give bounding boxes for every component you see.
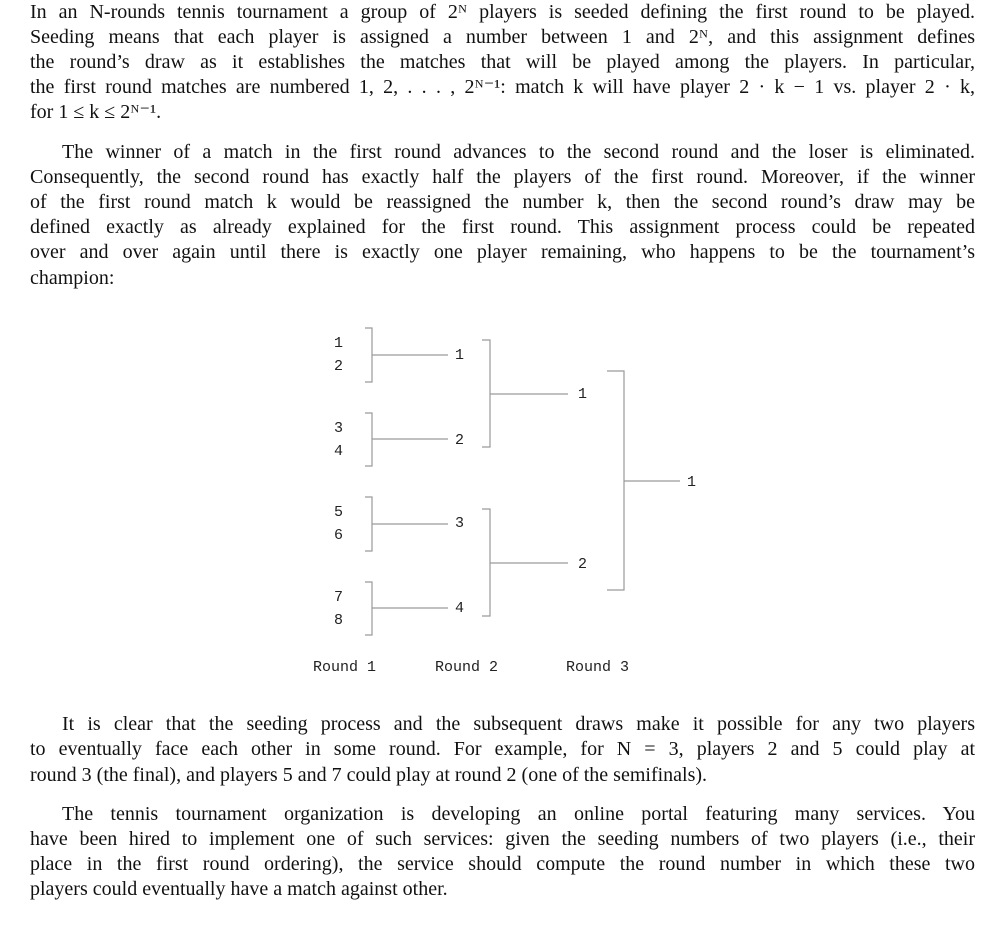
seed-label: 2 [455,432,465,449]
seed-label: 4 [455,600,465,617]
text-line: It is clear that the seeding process and the subsequent draws make it possible for any two players [62,713,975,735]
seed-label: 1 [578,386,588,403]
round2-brackets [482,340,568,616]
round-1-label: Round 1 [313,659,377,676]
text-line: champion: [30,267,115,289]
seed-label: 1 [334,335,344,352]
seed-label: 1 [455,347,465,364]
bracket-line [365,582,448,635]
seed-label: 4 [334,443,344,460]
text-line: of the first round match k would be reassigned the number k, then the second round’s draw may be [30,191,975,213]
text-line: to eventually face each other in some round. For example, for N = 3, players 2 and 5 could play at [30,738,975,760]
final-bracket-line [607,371,680,590]
text-line: defined exactly as already explained for the first round. This assignment process could be repeated [30,216,975,238]
round2-seeds [455,347,464,617]
text-line: round 3 (the final), and players 5 and 7 could play at round 2 (one of the semifinals). [30,764,708,786]
text-line: The winner of a match in the first round advances to the second round and the loser is eliminated. [62,141,975,163]
champion-label: 1 [687,474,697,491]
text-line: for 1 ≤ k ≤ 2ᴺ⁻¹. [30,101,162,123]
seed-label: 2 [334,358,344,375]
text-line: Seeding means that each player is assigned a number between 1 and 2ᴺ, and this assignment defines [30,26,975,48]
seed-label: 5 [334,504,344,521]
text-line: Consequently, the second round has exactly half the players of the first round. Moreover, if the winner [30,166,975,188]
text-line: place in the first round ordering), the service should compute the round number in which these two [30,853,975,875]
round-2-label: Round 2 [435,659,499,676]
text-line: The tennis tournament organization is developing an online portal featuring many services. You [62,803,975,825]
round1-seeds [334,335,343,629]
seed-label: 3 [455,515,465,532]
text-line: players could eventually have a match against other. [30,878,448,900]
bracket-line [482,509,568,616]
text-line: have been hired to implement one of such services: given the seeding numbers of two players (i.e., their [30,828,975,850]
seed-label: 7 [334,589,344,606]
text-line: over and over again until there is exactly one player remaining, who happens to be the tournament’s [30,241,975,263]
bracket-line [365,497,448,551]
round3-seeds [578,386,587,573]
round1-brackets [365,328,448,635]
text-line: the first round matches are numbered 1, 2, . . . , 2ᴺ⁻¹: match k will have player 2 · k − 1 vs. player 2 · k, [30,76,975,98]
text-line: In an N-rounds tennis tournament a group of 2ᴺ players is seeded defining the first round to be played. [30,1,975,23]
bracket-line [365,413,448,466]
text-line: the round’s draw as it establishes the matches that will be played among the players. In particular, [30,51,975,73]
bracket-line [365,328,448,382]
seed-label: 2 [578,556,588,573]
seed-label: 3 [334,420,344,437]
round-3-label: Round 3 [566,659,630,676]
seed-label: 6 [334,527,344,544]
bracket-line [482,340,568,447]
seed-label: 8 [334,612,344,629]
